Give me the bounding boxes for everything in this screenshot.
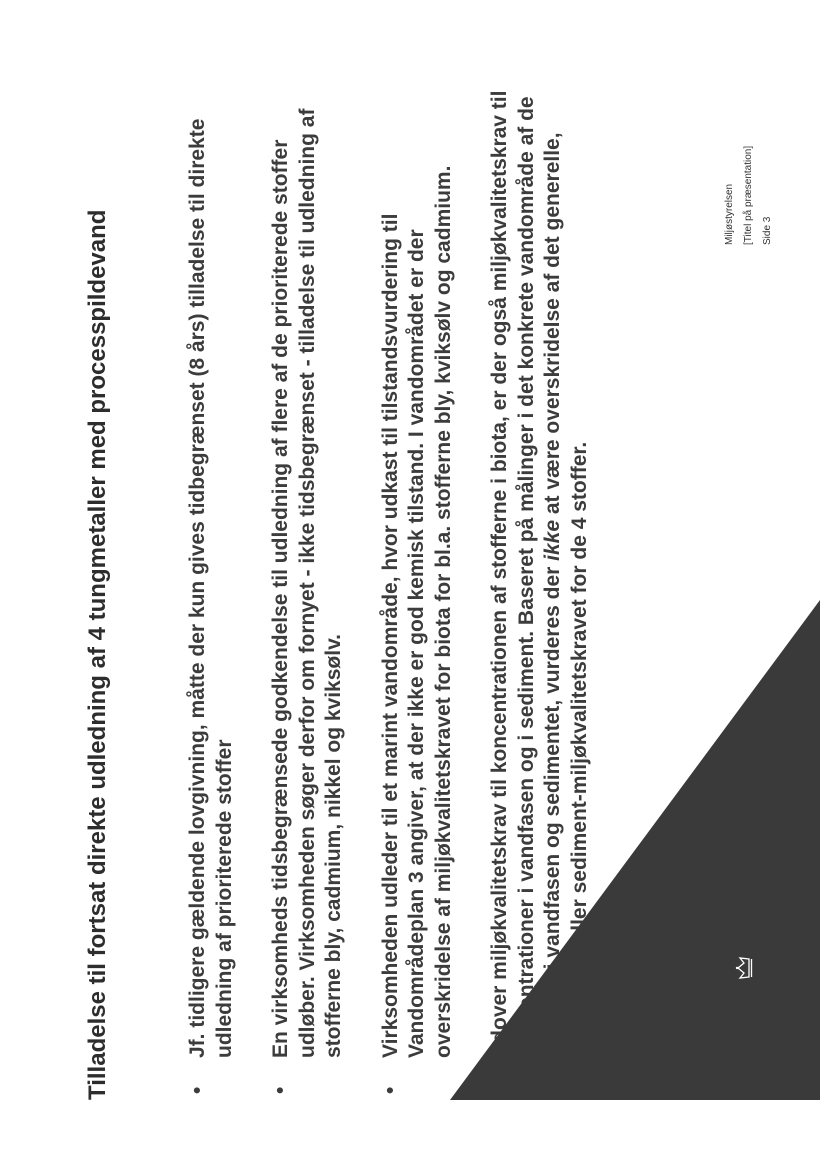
bullet-text: En virksomheds tidsbegrænsede godkendelse til udledning af flere af de prioriterede stoffer udløber. Virksomheden søger derfor om fornyet - ikke tidsbegrænset - tilladelse til udledning af stofferne bly, cadmium, nikkel og kviksølv. bbox=[269, 108, 345, 1058]
bullet-marker: • bbox=[378, 1086, 402, 1094]
slide-title: Tilladelse til fortsat direkte udledning af 4 tungmetaller med processpildevand bbox=[84, 209, 111, 1100]
footer-page-number: Side 3 bbox=[762, 216, 773, 245]
bullet-text-emphasis: ikke bbox=[541, 519, 564, 561]
bullet-marker: • bbox=[186, 1086, 209, 1094]
footer-org: Miljøstyrelsen bbox=[724, 183, 735, 245]
bullet-marker: • bbox=[269, 1086, 292, 1094]
bullet-text: Jf. tidligere gældende lovgivning, måtte der kun gives tidbegrænset (8 års) tilladelse til direkte udledning af prioriterede stoffer bbox=[186, 118, 236, 1058]
triangle-shape bbox=[450, 600, 820, 1100]
footer-presentation-title: [Titel på præsentation] bbox=[743, 145, 754, 245]
slide-footer bbox=[720, 146, 777, 245]
crown-icon bbox=[735, 956, 753, 980]
corner-triangle bbox=[40, 0, 820, 1100]
slide bbox=[40, 0, 820, 1100]
bullet-text-part: at være overskridelse af det generelle, maksimum eller sediment-miljøkvalitetskravet for de 4 stoffer. bbox=[541, 132, 591, 1058]
bullet-text: Virksomheden udleder til et marint vandområde, hvor udkast til tilstandsvurdering til Vandområdeplan 3 angiver, at der ikke er god kemisk tilstand. I vandområdet er der overskridelse af miljøkvalitetskravet for biota for bl.a. stofferne bly, kviksølv og cadmium. bbox=[378, 165, 455, 1058]
bullet-text-part: Udover miljøkvalitetskrav til koncentrationen af stofferne i biota, er der også miljøkvalitetskrav til koncentrationer i vandfasen og i sediment. Baseret på målinger i det konkrete vandområde af de 4 stoffer i vandfasen og sedimentet, vurderes der bbox=[488, 90, 564, 1058]
